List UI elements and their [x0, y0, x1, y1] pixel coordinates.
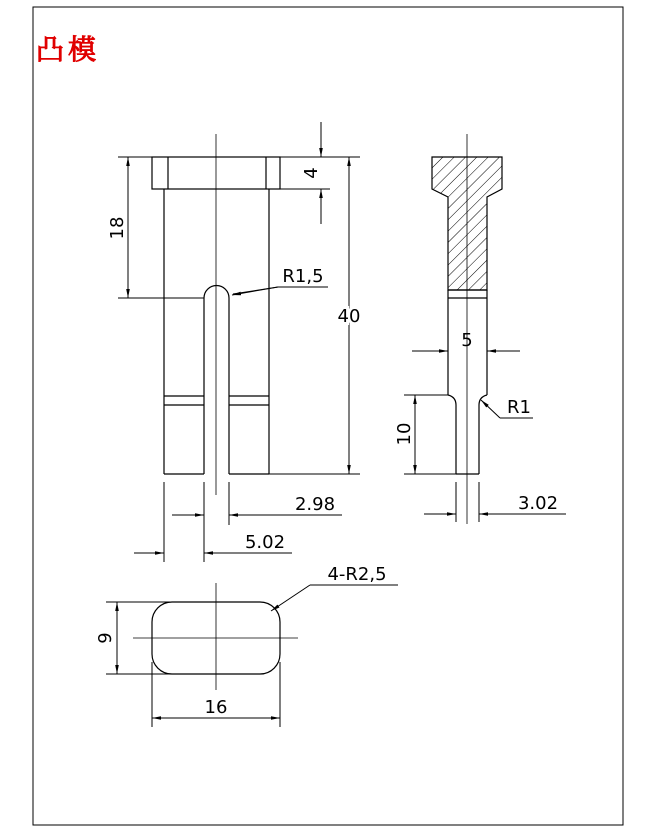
front-view	[152, 134, 280, 495]
dim-total-height: 40	[337, 306, 361, 327]
dim-slot-width: 2.98	[294, 494, 336, 515]
dim-head-thickness: 4	[301, 167, 322, 179]
dim-corner-radius: 4-R2,5	[327, 564, 387, 585]
dim-bottom-height: 9	[95, 632, 116, 644]
dim-tip-length: 10	[394, 422, 415, 446]
bottom-view-dimensions	[106, 585, 398, 727]
dim-leg-offset: 5.02	[244, 532, 286, 553]
dim-height-head: 18	[107, 216, 128, 240]
dim-bottom-width: 16	[204, 697, 228, 718]
drawing-title: 凸模	[36, 33, 101, 66]
dim-fillet: R1	[507, 397, 531, 418]
dim-tip-width: 3.02	[517, 493, 559, 514]
dim-slot-radius: R1,5	[282, 266, 324, 287]
front-view-labels	[107, 167, 360, 553]
bottom-view-labels	[95, 564, 387, 718]
dim-shank-width: 5	[461, 330, 473, 351]
punch-slot	[204, 286, 229, 475]
side-view	[432, 134, 502, 524]
drawing-border	[33, 7, 623, 825]
side-view-labels	[394, 330, 558, 514]
